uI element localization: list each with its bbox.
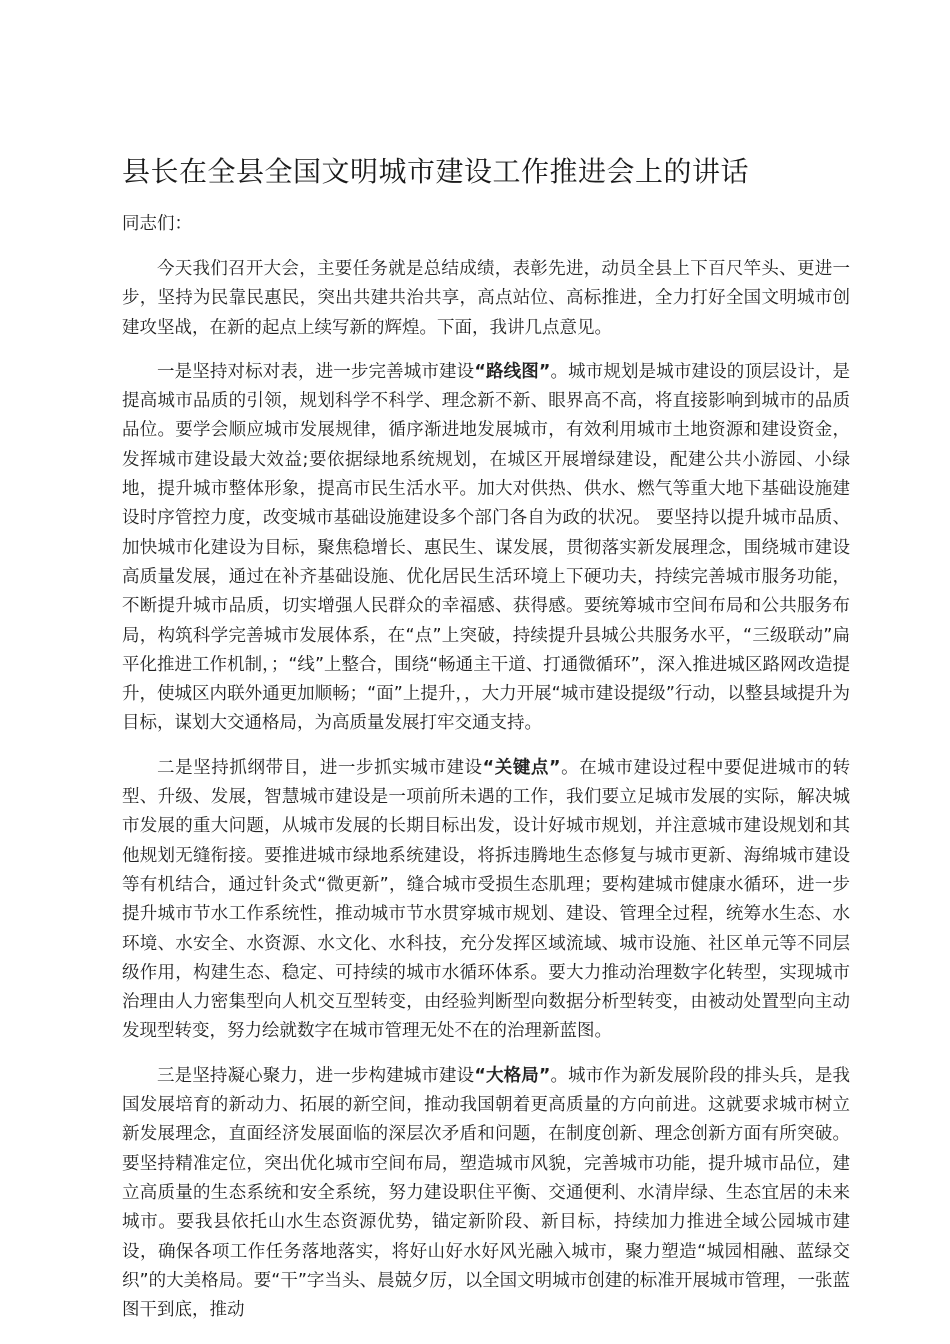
- salutation: 同志们：: [122, 214, 192, 234]
- paragraph-body: 。城市作为新发展阶段的排头兵，是我国发展培育的新动力、拓展的新空间，推动我国朝着更高质量的方向前进。这就要求城市树立新发展理念，直面经济发展面临的深层次矛盾和问题，在制度创新、理念创新方面有所突破。要坚持精准定位，突出优化城市空间布局，塑造城市风貌，完善城市功能，提升城市品位，建立高质量的生态系统和安全系统，努力建设职住平衡、交通便利、水清岸绿、生态宜居的未来城市。要我县依托山水生态资源优势，锚定新阶段、新目标，持续加力推进全域公园城市建设，确保各项工作任务落地落实，将好山好水好风光融入城市，聚力塑造“城园相融、蓝绿交织”的大美格局。要“干”字当头、晨兢夕厉，以全国文明城市创建的标准开展城市管理，一张蓝图干到底，推动: [122, 1065, 850, 1321]
- paragraph-lead: 三是坚持凝心聚力，进一步构建城市建设: [157, 1065, 475, 1086]
- paragraph-heading: “路线图”: [474, 361, 551, 382]
- paragraph-heading: “大格局”: [474, 1065, 551, 1086]
- document-title: 县长在全县全国文明城市建设工作推进会上的讲话: [122, 155, 750, 188]
- paragraph-body: 。在城市建设过程中要促进城市的转型、升级、发展，智慧城市建设是一项前所未遇的工作，我们要立足城市发展的实际，解决城市发展的重大问题，从城市发展的长期目标出发，设计好城市规划，并注意城市建设规划和其他规划无缝衔接。要推进城市绿地系统建设，将拆违腾地生态修复与城市更新、海绵城市建设等有机结合，通过针灸式“微更新”，缝合城市受损生态肌理；要构建城市健康水循环，进一步提升城市节水工作系统性，推动城市节水贯穿城市规划、建设、管理全过程，统筹水生态、水环境、水安全、水资源、水文化、水科技，充分发挥区域流域、城市设施、社区单元等不同层级作用，构建生态、稳定、可持续的城市水循环体系。要大力推动治理数字化转型，实现城市治理由人力密集型向人机交互型转变，由经验判断型向数据分析型转变，由被动处置型向主动发现型转变，努力绘就数字在城市管理无处不在的治理新蓝图。: [122, 757, 850, 1042]
- document-page: [122, 150, 850, 1340]
- paragraph-heading: “关键点”: [482, 757, 561, 778]
- paragraph-point-two: [122, 754, 850, 1047]
- paragraph-lead: 二是坚持抓纲带目，进一步抓实城市建设: [157, 757, 483, 778]
- paragraph-point-three: [122, 1062, 850, 1326]
- paragraph-intro: [122, 255, 850, 343]
- paragraph-point-one: [122, 358, 850, 739]
- paragraph-body: 今天我们召开大会，主要任务就是总结成绩，表彰先进，动员全县上下百尺竿头、更进一步，坚持为民靠民惠民，突出共建共治共享，高点站位、高标推进，全力打好全国文明城市创建攻坚战，在新的起点上续写新的辉煌。下面，我讲几点意见。: [122, 259, 850, 338]
- paragraph-lead: 一是坚持对标对表，进一步完善城市建设: [157, 361, 475, 382]
- paragraph-body: 。城市规划是城市建设的顶层设计，是提高城市品质的引领，规划科学不科学、理念新不新、眼界高不高，将直接影响到城市的品质品位。要学会顺应城市发展规律，循序渐进地发展城市，有效利用城市土地资源和建设资金，发挥城市建设最大效益;要依据绿地系统规划，在城区开展增绿建设，配建公共小游园、小绿地，提升城市整体形象，提高市民生活水平。加大对供热、供水、燃气等重大地下基础设施建设时序管控力度，改变城市基础设施建设多个部门各自为政的状况。 要坚持以提升城市品质、加快城市化建设为目标，聚焦稳增长、惠民生、谋发展，贯彻落实新发展理念，围绕城市建设高质量发展，通过在补齐基础设施、优化居民生活环境上下硬功夫，持续完善城市服务功能，不断提升城市品质，切实增强人民群众的幸福感、获得感。要统筹城市空间布局和公共服务布局，构筑科学完善城市发展体系，在“点”上突破，持续提升县城公共服务水平，“三级联动”扁平化推进工作机制，；“线”上整合，围绕“畅通主干道、打通微循环”，深入推进城区路网改造提升，使城区内联外通更加顺畅；“面”上提升，，大力开展“城市建设提级”行动，以整县域提升为目标，谋划大交通格局，为高质量发展打牢交通支持。: [122, 361, 850, 734]
